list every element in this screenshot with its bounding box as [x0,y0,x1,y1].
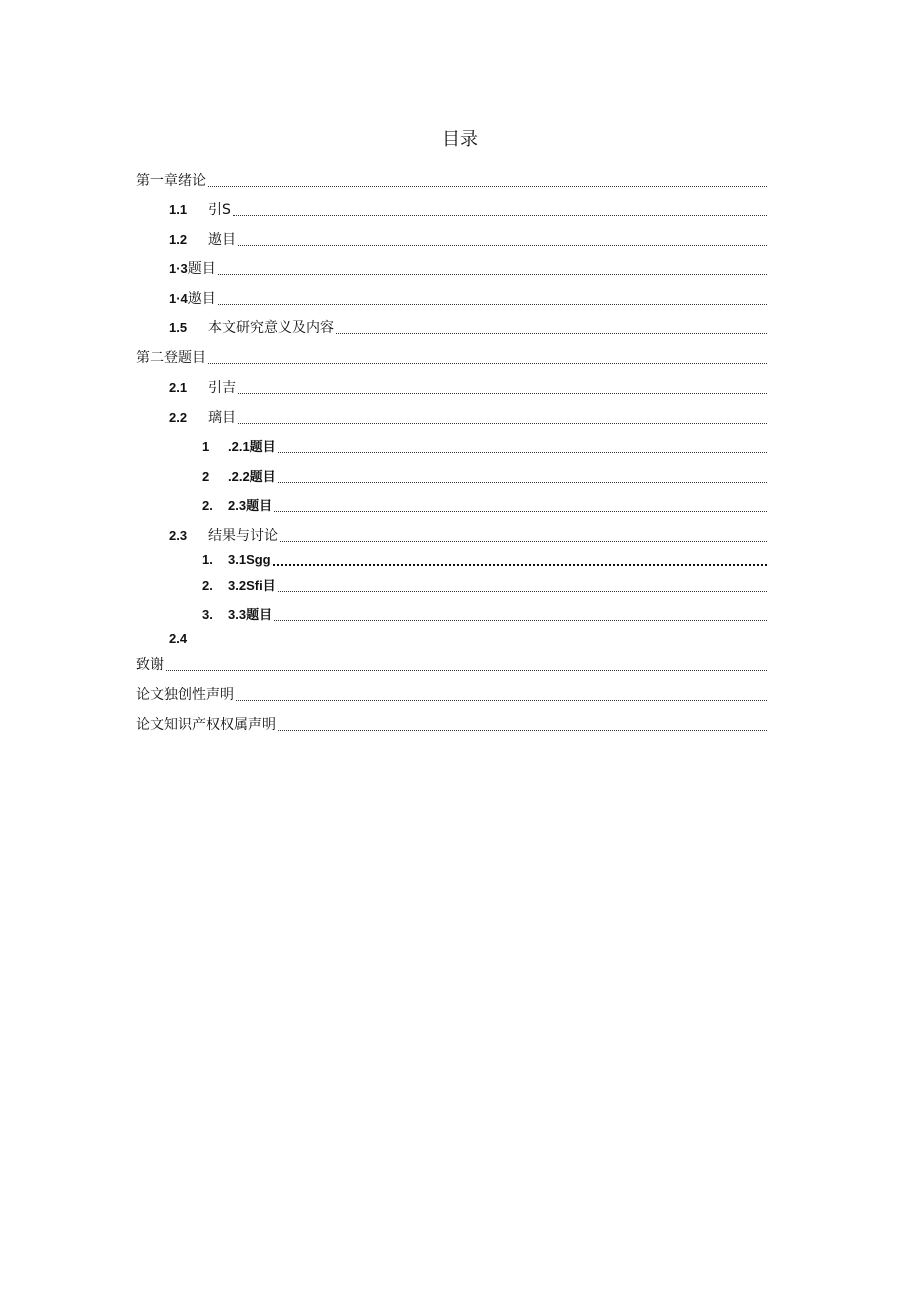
toc-leader [238,392,767,394]
toc-entry-number: 2. [202,498,213,513]
toc-entry-number: 2.4 [169,631,188,646]
toc-entry-text [228,577,276,595]
toc-entry-text: 结果与讨论 [208,528,278,544]
toc-entry-2-3-3[interactable] [202,604,767,624]
toc-entry-text: 第二登题目 [136,350,206,366]
toc-entry-text: 本文研究意义及内容 [208,320,334,336]
toc-entry-2-4[interactable] [169,628,208,648]
toc-entry-number: 1 [202,439,210,454]
toc-entry-2-3[interactable] [169,525,767,545]
toc-leader [336,332,767,334]
toc-leader [274,510,767,512]
toc-entry-text: 引S [208,202,231,218]
toc-entry-number: 2.1 [169,380,188,395]
toc-leader [236,699,767,701]
toc-entry-text-part: .2.1题目 [228,439,276,454]
toc-leader [233,214,767,216]
toc-entry-originality-statement[interactable] [136,684,767,704]
toc-leader [274,619,767,621]
toc-title: 目录 [442,129,478,150]
toc-entry-number: 2 [202,469,210,484]
toc-leader [208,362,767,364]
toc-entry-2-2-3[interactable] [202,495,767,515]
toc-entry-text: 遨目 [187,291,216,307]
toc-entry-1-2[interactable] [169,229,767,249]
toc-leader [218,303,767,305]
toc-entry-text: 论文知识产权权属声明 [136,717,276,733]
toc-leader [238,244,767,246]
toc-entry-text: 论文独创性声明 [136,687,234,703]
toc-entry-2-3-1[interactable] [202,549,767,569]
toc-entry-number: 1.2 [169,232,188,247]
toc-entry-ip-statement[interactable] [136,714,767,734]
toc-entry-text [228,551,271,569]
toc-entry-text: 璃目 [208,410,236,426]
toc-entry-text-part: 3.3题目 [228,607,273,622]
toc-leader [278,451,767,453]
toc-entry-number: 2.2 [169,410,188,425]
toc-leader [273,563,767,566]
toc-entry-number: 1·4 [169,291,188,306]
toc-entry-1-5[interactable] [169,317,767,337]
toc-leader [280,540,767,542]
toc-entry-number: 1. [202,552,213,567]
toc-entry-1-1[interactable] [169,199,767,219]
toc-entry-text: 引吉 [208,380,236,396]
toc-entry-number: 1·3 [169,261,188,276]
toc-entry-text: 第一章绪论 [136,173,206,189]
toc-entry-1-3[interactable] [169,258,767,278]
toc-entry-2-3-2[interactable] [202,575,767,595]
toc-leader [208,185,767,187]
toc-entry-text: 致谢 [136,657,164,673]
toc-entry-acknowledgements[interactable] [136,654,767,674]
toc-entry-text: 遨目 [208,232,236,248]
toc-leader [166,669,767,671]
toc-entry-text-part: 2.3题目 [228,498,273,513]
toc-entry-1-4[interactable] [169,288,767,308]
toc-entry-chapter-1[interactable] [136,170,767,190]
toc-entry-2-2-2[interactable] [202,466,767,486]
toc-leader [278,590,767,592]
toc-entry-text [228,468,276,486]
toc-entry-number: 3. [202,607,213,622]
toc-entry-text-part: 3.1Sgg [228,552,271,567]
toc-entry-number: 2.3 [169,528,188,543]
toc-entry-number: 1.5 [169,320,188,335]
toc-entry-2-2-1[interactable] [202,436,767,456]
toc-entry-text-part: 3.2Sfi目 [228,578,276,593]
toc-leader [278,729,767,731]
toc-entry-text [228,438,276,456]
toc-entry-2-1[interactable] [169,377,767,397]
toc-leader [218,273,767,275]
toc-entry-text-part: .2.2题目 [228,469,276,484]
toc-leader [238,422,767,424]
toc-entry-2-2[interactable] [169,407,767,427]
toc-entry-text: 题目 [187,261,216,277]
toc-entry-chapter-2[interactable] [136,347,767,367]
toc-entry-number: 2. [202,578,213,593]
toc-entry-number: 1.1 [169,202,188,217]
toc-leader [278,481,767,483]
toc-entry-text [228,497,272,515]
toc-entry-text [228,606,272,624]
